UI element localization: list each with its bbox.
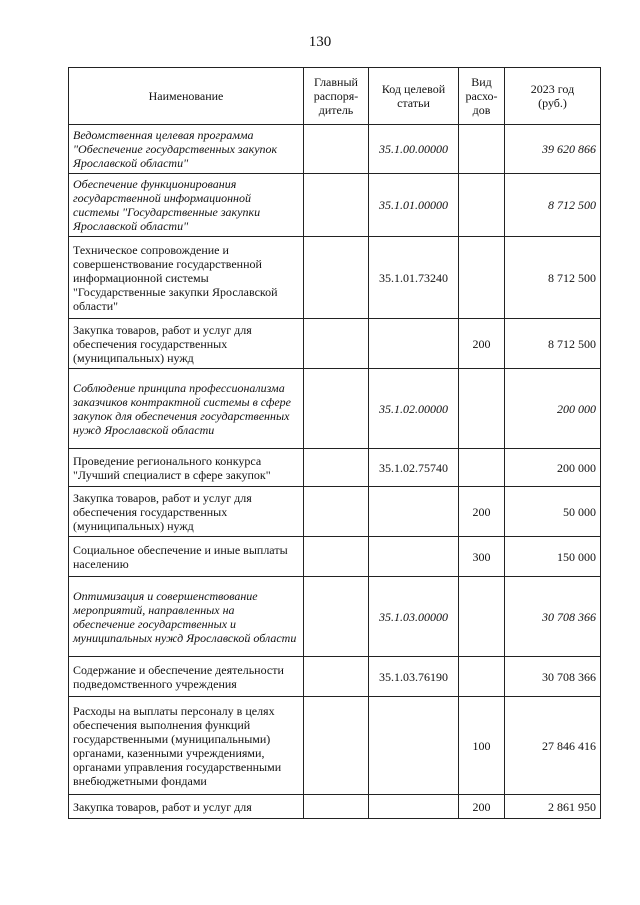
code-cell: 35.1.01.73240 [369,237,459,319]
header-name-label: Наименование [148,89,224,103]
table-row [69,537,601,577]
name-cell: Закупка товаров, работ и услуг для обеспечения государственных (муниципальных) нужд [69,487,304,537]
name-cell: Обеспечение функционирования государственной информационной системы "Государственные закупки Ярославской области" [69,174,304,237]
header-name [69,68,304,125]
code-cell: 35.1.00.00000 [369,125,459,174]
header-main-manager-label: Главный распоря- дитель [313,75,359,117]
table-row [69,369,601,449]
code-cell: 35.1.02.75740 [369,449,459,487]
name-cell: Расходы на выплаты персоналу в целях обеспечения выполнения функций государственными (муниципальными) органами, казенными учреждениями, органами управления государственными внебюджетными фондами [69,697,304,795]
kind-cell: 100 [459,697,505,795]
amount-cell: 39 620 866 [505,125,601,174]
amount-cell: 200 000 [505,449,601,487]
kind-cell: 200 [459,487,505,537]
code-cell [369,795,459,819]
header-target-code-label: Код целевой статьи [381,82,446,110]
name-cell: Ведомственная целевая программа "Обеспечение государственных закупок Ярославской области" [69,125,304,174]
main-cell [304,174,369,237]
amount-cell: 8 712 500 [505,174,601,237]
amount-cell: 8 712 500 [505,319,601,369]
main-cell [304,125,369,174]
table-row [69,697,601,795]
main-cell [304,487,369,537]
main-cell [304,795,369,819]
main-cell [304,319,369,369]
name-cell: Закупка товаров, работ и услуг для [69,795,304,819]
table-body [69,125,601,819]
kind-cell: 200 [459,795,505,819]
amount-cell: 30 708 366 [505,577,601,657]
table-row [69,657,601,697]
table-row [69,795,601,819]
table-row [69,237,601,319]
code-cell: 35.1.03.76190 [369,657,459,697]
header-year-amount [505,68,601,125]
kind-cell [459,369,505,449]
budget-table [68,67,601,819]
amount-cell: 8 712 500 [505,237,601,319]
table-row [69,577,601,657]
amount-cell: 150 000 [505,537,601,577]
table-header-row [69,68,601,125]
kind-cell [459,449,505,487]
name-cell: Социальное обеспечение и иные выплаты населению [69,537,304,577]
amount-cell: 200 000 [505,369,601,449]
table-row [69,319,601,369]
kind-cell [459,577,505,657]
code-cell [369,537,459,577]
main-cell [304,577,369,657]
code-cell: 35.1.02.00000 [369,369,459,449]
table-row [69,174,601,237]
main-cell [304,237,369,319]
main-cell [304,697,369,795]
main-cell [304,369,369,449]
name-cell: Техническое сопровождение и совершенствование государственной информационной системы "Государственные закупки Ярославской области" [69,237,304,319]
main-cell [304,657,369,697]
code-cell: 35.1.03.00000 [369,577,459,657]
name-cell: Соблюдение принципа профессионализма заказчиков контрактной системы в сфере закупок для обеспечения государственных нужд Ярославской области [69,369,304,449]
code-cell [369,487,459,537]
amount-cell: 30 708 366 [505,657,601,697]
kind-cell [459,657,505,697]
kind-cell: 300 [459,537,505,577]
name-cell: Закупка товаров, работ и услуг для обеспечения государственных (муниципальных) нужд [69,319,304,369]
header-main-manager [304,68,369,125]
amount-cell: 50 000 [505,487,601,537]
table-row [69,487,601,537]
table-row [69,125,601,174]
table-row [69,449,601,487]
amount-cell: 27 846 416 [505,697,601,795]
header-year-amount-label: 2023 год (руб.) [530,82,575,110]
name-cell: Проведение регионального конкурса "Лучший специалист в сфере закупок" [69,449,304,487]
code-cell: 35.1.01.00000 [369,174,459,237]
header-target-code [369,68,459,125]
header-expense-type-label: Вид расхо- дов [465,75,498,117]
kind-cell [459,237,505,319]
header-expense-type [459,68,505,125]
main-cell [304,449,369,487]
name-cell: Содержание и обеспечение деятельности подведомственного учреждения [69,657,304,697]
amount-cell: 2 861 950 [505,795,601,819]
kind-cell [459,174,505,237]
code-cell [369,697,459,795]
kind-cell [459,125,505,174]
code-cell [369,319,459,369]
main-cell [304,537,369,577]
name-cell: Оптимизация и совершенствование мероприятий, направленных на обеспечение государственных и муниципальных нужд Ярославской области [69,577,304,657]
kind-cell: 200 [459,319,505,369]
page-number: 130 [308,34,332,50]
